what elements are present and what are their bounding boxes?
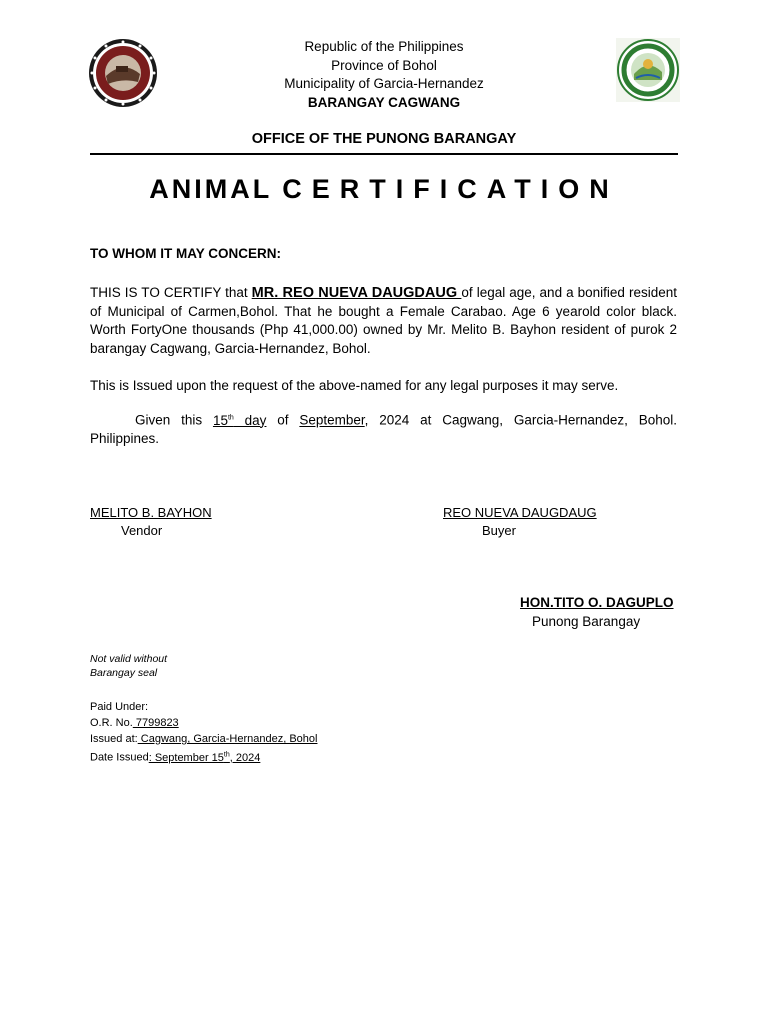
issued-at-value: Cagwang, Garcia-Hernandez, Bohol [137,733,318,745]
date-issued-main: : September 15 [148,751,224,764]
or-number-row [90,715,317,731]
certificate-title [90,174,678,205]
buyer-role: Buyer [482,523,516,538]
title-part-animal: ANIMAL [149,174,272,204]
captain-role: Punong Barangay [532,614,641,629]
or-value: 7799823 [132,717,179,729]
header-divider [90,153,678,155]
vendor-name: MELITO B. BAYHON [90,505,212,520]
given-lead: Given this [135,412,213,428]
paragraph-details: of legal age, and a bonified resident of Municipal of Carmen,Bohol. That he bought a Female Carabao. Age 6 yearold color black. Worth FortyOne thousands (Php 41,000.00) owned by Mr. Melito B. Bayhon resident of purok 2 barangay Cagwang, Garcia-Hernandez, Bohol. [90,285,677,356]
date-issued-year: , 2024 [229,751,261,764]
given-month: September [299,412,365,428]
day-suffix: th [227,414,234,421]
day-word: day [233,412,267,428]
buyer-name: REO NUEVA DAUGDAUG [443,505,597,520]
header-barangay: BARANGAY CAGWANG [307,94,461,110]
paragraph-lead: THIS IS TO CERTIFY that [90,285,252,300]
salutation: TO WHOM IT MAY CONCERN: [90,246,282,261]
certification-paragraph [90,284,677,358]
barangay-seal-logo [88,38,158,108]
buyer-name-inline: MR. REO NUEVA DAUGDAUG [251,285,462,301]
given-place: , 2024 at Cagwang, Garcia-Hernandez, Bohol. Philippines. [90,412,678,446]
day-number: 15 [212,412,228,428]
punong-barangay-signature-block [520,595,674,629]
purpose-paragraph: This is Issued upon the request of the above-named for any legal purposes it may serve. [90,378,619,393]
given-paragraph [90,409,677,449]
municipal-seal-logo [616,38,680,102]
vendor-signature-block [90,505,212,538]
note-line-2: Barangay seal [90,667,158,679]
date-issued-value [149,752,261,764]
document-header [184,38,584,112]
given-of: of [266,412,300,428]
issued-at-row [90,731,317,747]
captain-name: HON.TITO O. DAGUPLO [520,595,674,610]
header-province: Province of Bohol [331,57,437,73]
title-part-certification: CERTIFICATION [282,174,619,204]
paid-under-label: Paid Under: [90,701,149,713]
note-line-1: Not valid without [90,653,168,665]
date-issued-row [90,747,317,766]
header-municipality: Municipality of Garcia-Hernandez [284,76,484,91]
vendor-role: Vendor [121,523,163,538]
date-issued-suffix: th [223,751,230,758]
buyer-signature-block [443,505,597,538]
payment-details [90,699,317,766]
office-title: OFFICE OF THE PUNONG BARANGAY [251,131,517,147]
given-day [213,413,266,428]
header-republic: Republic of the Philippines [304,39,464,54]
or-label: O.R. No. [90,717,133,729]
issued-at-label: Issued at: [90,733,138,745]
seal-validity-note [90,652,167,680]
date-issued-label: Date Issued [90,751,149,764]
